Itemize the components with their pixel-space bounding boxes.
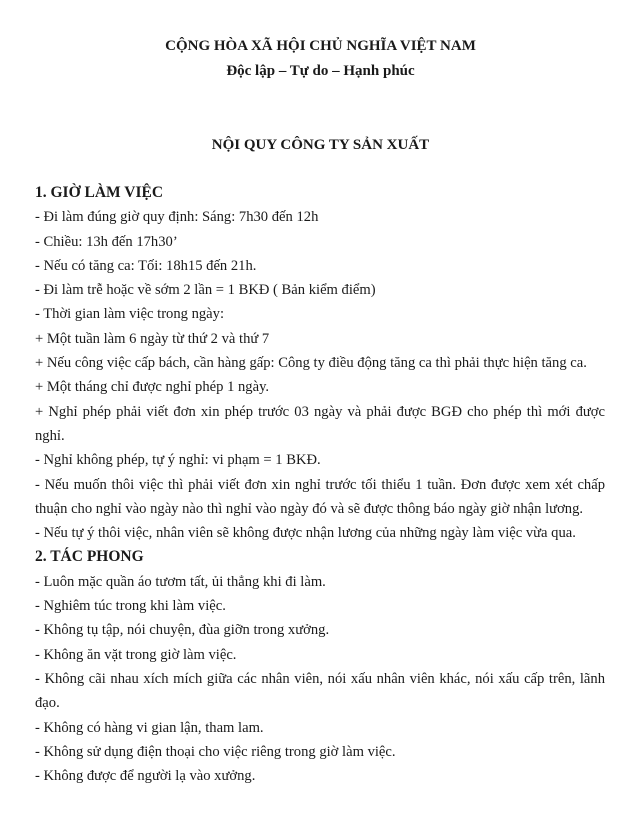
list-item: - Đi làm trễ hoặc về sớm 2 lần = 1 BKĐ ( Bản kiểm điểm) (35, 282, 376, 299)
list-item: - Nếu có tăng ca: Tối: 18h15 đến 21h. (35, 257, 257, 274)
list-item: - Thời gian làm việc trong ngày: (35, 306, 225, 323)
list-item: + Một tuần làm 6 ngày từ thứ 2 và thứ 7 (35, 330, 270, 347)
list-item: - Chiều: 13h đến 17h30’ (35, 233, 178, 250)
list-item: - Không ăn vặt trong giờ làm việc. (35, 646, 237, 663)
list-item: - Nghỉ không phép, tự ý nghỉ: vi phạm = 1 BKĐ. (35, 452, 321, 469)
list-item: - Đi làm đúng giờ quy định: Sáng: 7h30 đến 12h (35, 209, 319, 226)
list-item: - Không sử dụng điện thoại cho việc riêng trong giờ làm việc. (35, 743, 396, 760)
document-title: NỘI QUY CÔNG TY SẢN XUẤT (211, 137, 430, 153)
list-item: - Nghiêm túc trong khi làm việc. (35, 598, 226, 615)
document-body (35, 181, 605, 788)
list-item: - Không có hàng vi gian lận, tham lam. (35, 719, 264, 736)
list-item: + Một tháng chỉ được nghỉ phép 1 ngày. (35, 379, 270, 396)
list-item: - Nếu muốn thôi việc thì phải viết đơn xin nghỉ trước tối thiểu 1 tuần. Đơn được xem xét chấp thuận cho nghỉ vào ngày nào thì nghỉ vào ngày đó và sẽ được thông báo ngày giờ nhận lương. (35, 476, 605, 517)
list-item: - Không cãi nhau xích mích giữa các nhân viên, nói xấu nhân viên khác, nói xấu cấp trên, lãnh đạo. (35, 670, 605, 712)
list-item: - Luôn mặc quần áo tươm tất, ủi thẳng khi đi làm. (35, 573, 326, 590)
list-item: - Không tụ tập, nói chuyện, đùa giỡn trong xưởng. (35, 622, 330, 639)
section-heading-conduct: 2. TÁC PHONG (35, 548, 144, 566)
list-item: + Nghỉ phép phải viết đơn xin phép trước 03 ngày và phải được BGĐ cho phép thì mới được nghỉ. (35, 403, 605, 444)
section-heading-working-hours: 1. GIỜ LÀM VIỆC (35, 184, 164, 201)
list-item: - Không được để người lạ vào xưởng. (35, 768, 256, 785)
country-name-heading: CỘNG HÒA XÃ HỘI CHỦ NGHĨA VIỆT NAM (165, 38, 476, 54)
national-motto: Độc lập – Tự do – Hạnh phúc (226, 63, 415, 79)
list-item: - Nếu tự ý thôi việc, nhân viên sẽ không được nhận lương của những ngày làm việc vừa qua. (35, 525, 576, 542)
list-item: + Nếu công việc cấp bách, cần hàng gấp: Công ty điều động tăng ca thì phải thực hiện tăng ca. (35, 355, 587, 372)
